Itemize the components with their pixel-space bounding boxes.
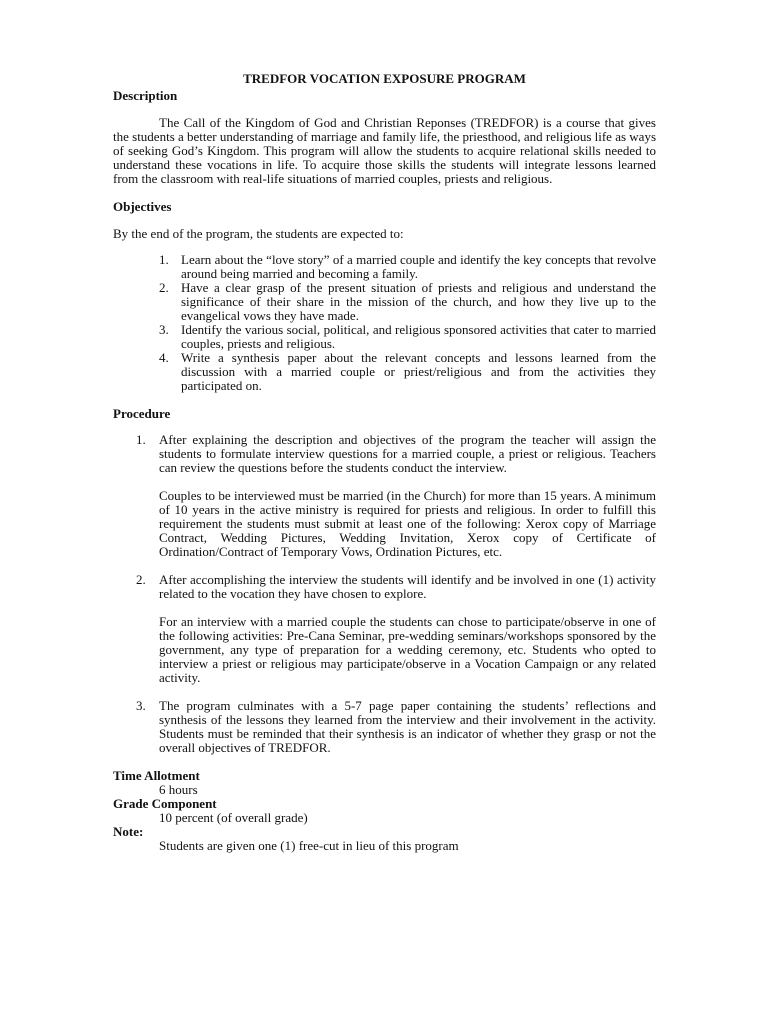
document-page xyxy=(113,72,656,853)
procedure-text: Couples to be interviewed must be married (in the Church) for more than 15 years. A minimum of 10 years in the active ministry is required for priests and religious. In order to fulfill this requirement the students must submit at least one of the following: Xerox copy of Marriage Contract, Wedding Pictures, Wedding Invitation, Xerox copy of Certificate of Ordination/Contract of Temporary Vows, Ordination Pictures, etc. xyxy=(159,488,656,559)
objectives-list xyxy=(113,253,656,393)
objective-text: Learn about the “love story” of a married couple and identify the key concepts that revolve around being married and becoming a family. xyxy=(181,252,656,281)
description-heading: Description xyxy=(113,88,178,103)
objective-item xyxy=(113,323,656,351)
description-text: The Call of the Kingdom of God and Christian Reponses (TREDFOR) is a course that gives the students a better understanding of marriage and family life, the priesthood, and religious life as ways of seeking God’s Kingdom. This program will allow the students to acquire relational skills needed to understand these vocations in life. To acquire those skills the students will integrate lessons learned from the classroom with real-life situations of married couples, priests and religious. xyxy=(113,115,656,186)
objectives-heading: Objectives xyxy=(113,199,172,214)
note-heading: Note: xyxy=(113,824,144,839)
objective-item xyxy=(113,281,656,323)
note-value: Students are given one (1) free-cut in lieu of this program xyxy=(159,838,459,853)
grade-component-value: 10 percent (of overall grade) xyxy=(159,810,308,825)
objective-item xyxy=(113,351,656,393)
objectives-intro: By the end of the program, the students are expected to: xyxy=(113,226,404,241)
objective-text: Write a synthesis paper about the relevant concepts and lessons learned from the discussion with a married couple or priest/religious and from the activities they participated on. xyxy=(181,350,656,393)
objective-number: 1. xyxy=(159,252,169,267)
objective-text: Identify the various social, political, and religious sponsored activities that cater to married couples, priests and religious. xyxy=(181,322,656,351)
objective-number: 3. xyxy=(159,322,169,337)
procedure-item xyxy=(113,573,656,685)
objective-number: 2. xyxy=(159,280,169,295)
procedure-text: After explaining the description and objectives of the program the teacher will assign the students to formulate interview questions for a married couple, a priest or religious. Teachers can review the questions before the students conduct the interview. xyxy=(159,432,656,475)
procedure-text: After accomplishing the interview the students will identify and be involved in one (1) activity related to the vocation they have chosen to explore. xyxy=(159,572,656,601)
objective-text: Have a clear grasp of the present situation of priests and religious and understand the significance of their share in the mission of the church, and how they live up to the evangelical vows they have made. xyxy=(181,280,656,323)
procedure-item xyxy=(113,699,656,755)
objective-number: 4. xyxy=(159,350,169,365)
procedure-number: 1. xyxy=(136,432,146,447)
procedure-heading: Procedure xyxy=(113,406,171,421)
document-title: TREDFOR VOCATION EXPOSURE PROGRAM xyxy=(243,71,526,86)
procedure-text: For an interview with a married couple the students can chose to participate/observe in one of the following activities: Pre-Cana Seminar, pre-wedding seminars/workshops sponsored by the government, any type of preparation for a wedding ceremony, etc. Students who opted to interview a priest or religious may participate/observe in a Vocation Campaign or any related activity. xyxy=(159,614,656,685)
time-allotment-value: 6 hours xyxy=(159,782,198,797)
procedure-text: The program culminates with a 5-7 page paper containing the students’ reflections and synthesis of the lessons they learned from the interview and their involvement in the activity. Students must be reminded that their synthesis is an indicator of whether they grasp or not the overall objectives of TREDFOR. xyxy=(159,698,656,755)
time-allotment-heading: Time Allotment xyxy=(113,768,200,783)
grade-component-heading: Grade Component xyxy=(113,796,217,811)
procedure-item xyxy=(113,433,656,559)
procedure-number: 2. xyxy=(136,572,146,587)
objective-item xyxy=(113,253,656,281)
procedure-number: 3. xyxy=(136,698,146,713)
procedure-list xyxy=(113,433,656,755)
